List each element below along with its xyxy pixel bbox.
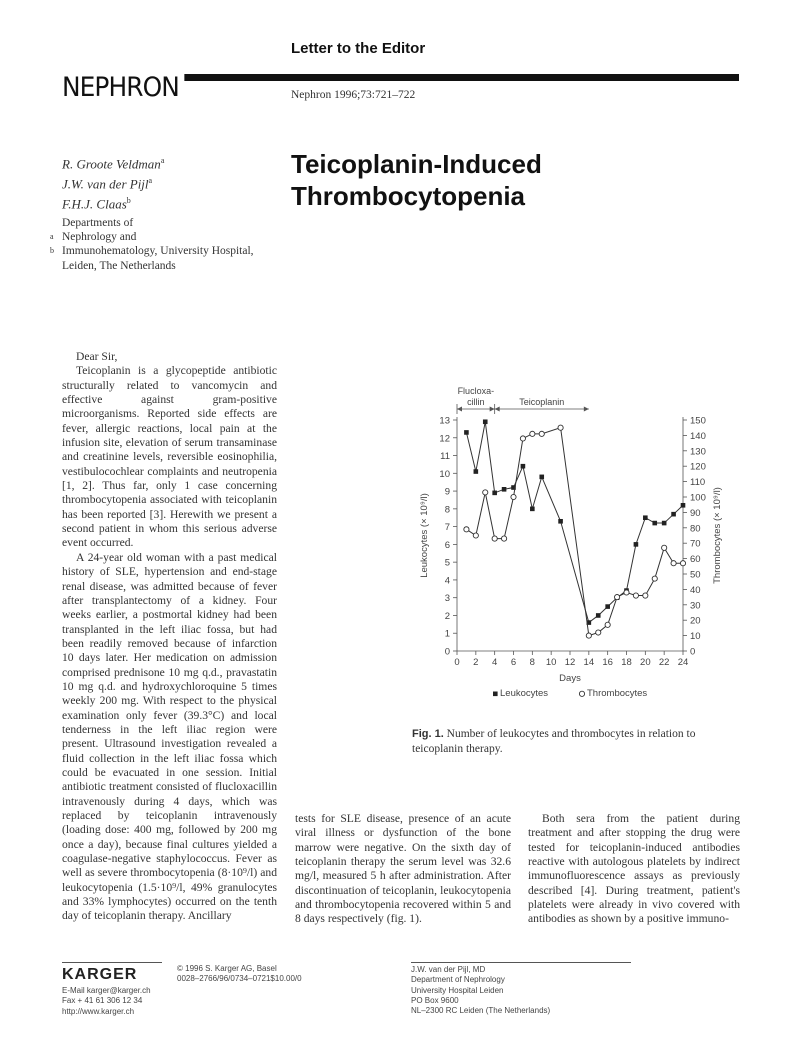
annotation-label: Flucloxa- <box>457 386 495 396</box>
thrombocyte-point <box>539 431 544 436</box>
author: J.W. van der Pijl$^a$ <box>62 175 153 192</box>
y-right-tick-label: 120 <box>690 461 706 473</box>
figure-label: Fig. 1. <box>412 728 444 740</box>
thrombocyte-point <box>662 545 667 550</box>
paragraph: Both sera from the patient during treatment and after stopping the drug were tested for teicoplanin-induced antibodies reactive with autologous platelets by indirect immunofluorescence assays as previously described [4]. During treatment, patient's platelets were already in vivo covered with antibodies as shown by a positive immuno- <box>528 812 740 926</box>
thrombocyte-point <box>483 490 488 495</box>
y-right-tick-label: 110 <box>690 477 706 489</box>
annotation-arrow-head <box>584 407 589 412</box>
article-title: Teicoplanin-Induced Thrombocytopenia <box>291 149 542 211</box>
leukocyte-point <box>558 519 563 524</box>
y-right-tick-label: 140 <box>690 430 706 442</box>
leukocyte-thrombocyte-chart <box>390 375 745 705</box>
thrombocyte-point <box>586 633 591 638</box>
paragraph: tests for SLE disease, presence of an acute viral illness or dysfunction of the bone marrow were negative. On the sixth day of teicoplanin therapy the serum level was 32.6 mg/l, measured 5 h after administration. After discontinuation of teicoplanin, leukocytopenia and thrombocytopenia recovered within 5 and 8 days respectively (fig. 1). <box>295 812 511 926</box>
y-left-tick-label: 7 <box>444 522 450 534</box>
publisher-contact: E-Mail karger@karger.ch Fax + 41 61 306 12 34 http://www.karger.ch <box>62 986 151 1016</box>
leukocyte-point <box>539 475 544 480</box>
y-left-tick-label: 10 <box>439 468 450 480</box>
legend-label: Leukocytes <box>500 688 549 699</box>
x-tick-label: 14 <box>583 657 595 668</box>
thrombocyte-point <box>596 630 601 635</box>
y-right-tick-label: 30 <box>690 600 701 612</box>
thrombocyte-point <box>671 561 676 566</box>
copyright: © 1996 S. Karger AG, Basel 0028–2766/96/0734–0721$10.00/0 <box>177 964 302 984</box>
section-label: Letter to the Editor <box>291 40 426 57</box>
x-tick-label: 22 <box>658 657 670 668</box>
annotation-label: Teicoplanin <box>519 397 565 407</box>
x-tick-label: 2 <box>473 657 479 668</box>
leukocyte-point <box>652 521 657 526</box>
x-tick-label: 24 <box>677 657 689 668</box>
y-left-tick-label: 9 <box>444 486 450 498</box>
y-right-tick-label: 80 <box>690 523 701 535</box>
y-right-tick-label: 90 <box>690 507 701 519</box>
leukocyte-point <box>464 430 469 435</box>
thrombocyte-point <box>501 536 506 541</box>
y-left-axis-label: Leukocytes (× 10⁹/l) <box>419 493 430 578</box>
y-left-tick-label: 8 <box>444 504 450 516</box>
x-tick-label: 20 <box>640 657 651 668</box>
thrombocyte-point <box>624 590 629 595</box>
y-right-tick-label: 150 <box>690 415 706 427</box>
body-column-1 <box>62 350 277 924</box>
thrombocyte-point <box>680 561 685 566</box>
leukocyte-point <box>483 419 488 424</box>
journal-logo: NEPHRON <box>62 72 184 103</box>
x-tick-label: 12 <box>564 657 576 668</box>
thrombocyte-point <box>530 431 535 436</box>
leukocyte-point <box>662 521 667 526</box>
legend-thrombocyte-marker <box>579 691 584 696</box>
affiliation: Departments of a Nephrology and b Immunohematology, University Hospital, Leiden, The Netherlands <box>50 217 254 272</box>
thrombocyte-point <box>558 425 563 430</box>
footer-rule <box>411 962 631 963</box>
figure-caption: Fig. 1. Number of leukocytes and thrombocytes in relation to teicoplanin therapy. <box>412 728 696 755</box>
leukocyte-point <box>596 613 601 618</box>
y-right-axis-label: Thrombocytes (× 10⁹/l) <box>712 487 723 584</box>
leukocyte-point <box>492 491 497 496</box>
paragraph: Teicoplanin is a glycopeptide antibiotic structurally related to vancomycin and effective against gram-positive microorganisms. Reported side effects are fever, allergic reactions, local pain at the infusion site, elevation of serum transaminase and creatinine levels, reversible eosinophilia, vestibulocochlear complaints and neutropenia [1, 2]. Thus far, only 1 case concerning thrombocytopenia associated with teicoplanin has been reported [3]. Herewith we present a second patient in whom this serious adverse event occurred. <box>62 364 277 550</box>
author: F.H.J. Claas$^b$ <box>62 195 131 211</box>
y-left-tick-label: 12 <box>439 433 450 445</box>
annotation-label: cillin <box>467 397 485 407</box>
thrombocyte-point <box>492 536 497 541</box>
leukocyte-point <box>605 604 610 609</box>
thrombocyte-point <box>464 527 469 532</box>
thrombocyte-point <box>511 494 516 499</box>
y-left-tick-label: 5 <box>444 557 450 569</box>
y-right-tick-label: 50 <box>690 569 701 581</box>
footer-rule <box>62 962 162 963</box>
x-tick-label: 0 <box>454 657 460 668</box>
annotation-arrow-head <box>490 407 495 412</box>
y-right-tick-label: 100 <box>690 492 706 504</box>
x-tick-label: 6 <box>510 657 517 668</box>
y-right-tick-label: 60 <box>690 554 701 566</box>
y-right-tick-label: 10 <box>690 631 701 643</box>
leukocyte-point <box>521 464 526 469</box>
thrombocyte-point <box>643 593 648 598</box>
annotation-arrow-head <box>457 407 462 412</box>
thrombocyte-point <box>614 595 619 600</box>
y-right-tick-label: 0 <box>690 646 696 658</box>
body-column-3 <box>528 812 740 927</box>
leukocyte-point <box>671 512 676 517</box>
y-left-tick-label: 13 <box>439 415 450 427</box>
leukocyte-point <box>643 515 648 520</box>
paragraph: A 24-year old woman with a past medical history of SLE, hypertension and end-stage renal disease, was admitted because of fever after transplantectomy of a kidney. Four weeks earlier, a postmortal kidney had been transplanted in the left iliac fossa, but had been readily removed because of infarction 10 days later. Her medication on admission comprised prednisone 10 mg q.d., pravastatin 10 mg q.d. and hydroxychloroquine 5 times weekly 200 mg. With respect to the physical examination only fever (39.3°C) and local tenderness in the left iliac region were present. Ultrasound investigation revealed a fluid collection in the left iliac fossa which could be evacuated in one session. Initial antibiotic treatment consisted of flucloxacillin intravenously during 4 days, which was replaced by teicoplanin intravenously (loading dose: 400 mg, followed by 200 mg once a day), because final cultures yielded a coagulase-negative staphylococcus. Fever as well as severe thrombocytopenia (8·10⁹/l) and leukocytopenia (1.5·10⁹/l, 49% granulocytes and 33% lymphocytes) occurred on the tenth day of teicoplanin therapy. Ancillary <box>62 550 277 923</box>
series-line-leukocytes <box>466 422 683 623</box>
y-right-tick-label: 70 <box>690 538 701 550</box>
y-left-tick-label: 3 <box>444 593 450 605</box>
y-left-tick-label: 0 <box>444 646 450 658</box>
author-list <box>62 153 164 212</box>
body-column-2 <box>295 812 511 927</box>
x-tick-label: 10 <box>545 657 557 668</box>
leukocyte-point <box>634 542 639 547</box>
y-left-tick-label: 6 <box>444 539 450 551</box>
leukocyte-point <box>530 507 535 512</box>
publisher-logo: KARGER <box>62 966 138 983</box>
thrombocyte-point <box>520 436 525 441</box>
thrombocyte-point <box>652 576 657 581</box>
x-axis-label: Days <box>559 673 581 684</box>
journal-citation: Nephron 1996;73:721–722 <box>291 89 416 101</box>
x-tick-label: 18 <box>621 657 632 668</box>
leukocyte-point <box>681 503 686 508</box>
annotation-arrow-head <box>495 407 500 412</box>
legend-leukocyte-marker <box>493 692 498 697</box>
y-right-tick-label: 40 <box>690 584 701 596</box>
legend-label: Thrombocytes <box>587 688 648 699</box>
series-line-thrombocytes <box>466 428 683 636</box>
y-right-tick-label: 20 <box>690 615 701 627</box>
y-left-tick-label: 2 <box>444 610 450 622</box>
leukocyte-point <box>474 469 479 474</box>
thrombocyte-point <box>473 533 478 538</box>
salutation: Dear Sir, <box>76 350 118 363</box>
x-tick-label: 8 <box>529 657 535 668</box>
y-left-tick-label: 11 <box>440 451 450 463</box>
y-right-tick-label: 130 <box>690 446 706 458</box>
x-tick-label: 16 <box>602 657 613 668</box>
author: R. Groote Veldman$^a$ <box>62 156 165 172</box>
thrombocyte-point <box>633 593 638 598</box>
leukocyte-point <box>502 487 507 492</box>
correspondence-address: J.W. van der Pijl, MD Department of Nephrology University Hospital Leiden PO Box 9600 NL–2300 RC Leiden (The Netherlands) <box>411 965 551 1016</box>
y-left-tick-label: 1 <box>444 628 450 640</box>
y-left-tick-label: 4 <box>444 575 450 587</box>
thrombocyte-point <box>605 622 610 627</box>
x-tick-label: 4 <box>492 657 498 668</box>
